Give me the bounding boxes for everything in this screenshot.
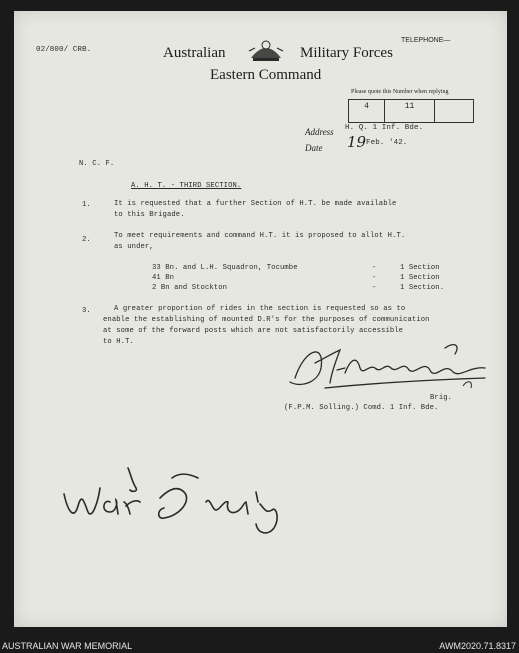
archive-footer [0,640,519,653]
para1-line2: to this Brigade. [114,211,185,219]
allotment-unit-1: 33 Bn. and L.H. Squadron, Tocumbe [152,264,298,272]
command-name: Eastern Command [210,67,322,83]
signatory-name: (F.P.M. Solling.) Comd. 1 Inf. Bde. [284,404,439,412]
para1-line1: It is requested that a further Section of H.T. be made available [114,200,397,208]
handwritten-signature [285,338,500,403]
allotment-dash-2: - [372,274,377,282]
coat-of-arms-emblem [245,36,287,69]
footer-accession-number: AWM2020.71.8317 [439,641,516,651]
allotment-dash-1: - [372,264,377,272]
addressee: N. C. F. [79,160,115,168]
date-label: Date [305,143,323,153]
allotment-qty-3: 1 Section. [400,284,445,292]
para-number-2: 2. [82,236,91,244]
allotment-unit-2: 41 Bn [152,274,175,282]
address-label: Address [305,127,334,137]
para3-line4: to H.T. [103,338,134,346]
handwritten-war-diary-note [60,462,290,542]
date-day-handwritten: 19 [347,133,367,151]
ref-cell-2: 11 [385,100,435,122]
date-value: Feb. '42. [366,139,408,147]
para3-line1: A greater proportion of rides in the section is requested so as to [114,305,406,313]
allotment-qty-1: 1 Section [400,264,440,272]
footer-archive-name: AUSTRALIAN WAR MEMORIAL [2,641,133,651]
allotment-unit-3: 2 Bn and Stockton [152,284,228,292]
signatory-rank: Brig. [430,394,453,402]
para-number-1: 1. [82,201,91,209]
para2-line2: as under, [114,243,154,251]
ref-cell-3 [435,100,473,122]
telephone-label: TELEPHONE— [401,37,451,44]
para2-line1: To meet requirements and command H.T. it is proposed to allot H.T. [114,232,406,240]
allotment-qty-2: 1 Section [400,274,440,282]
para-number-3: 3. [82,307,91,315]
subject-line: A. H. T. - THIRD SECTION. [131,182,242,190]
allotment-dash-3: - [372,284,377,292]
reference-number-box [348,99,474,123]
para3-line3: at some of the forward posts which are not satisfactorily accessible [103,327,404,335]
quote-note: Please quote this Number when replying [351,89,449,95]
ref-cell-1: 4 [349,100,385,122]
org-name-left: Australian [163,45,226,61]
file-reference: 02/800/ CRB. [36,46,92,54]
org-name-right: Military Forces [300,45,393,61]
address-value: H. Q. 1 Inf. Bde. [345,124,424,132]
para3-line2: enable the establishing of mounted D.R's for the purposes of communication [103,316,430,324]
